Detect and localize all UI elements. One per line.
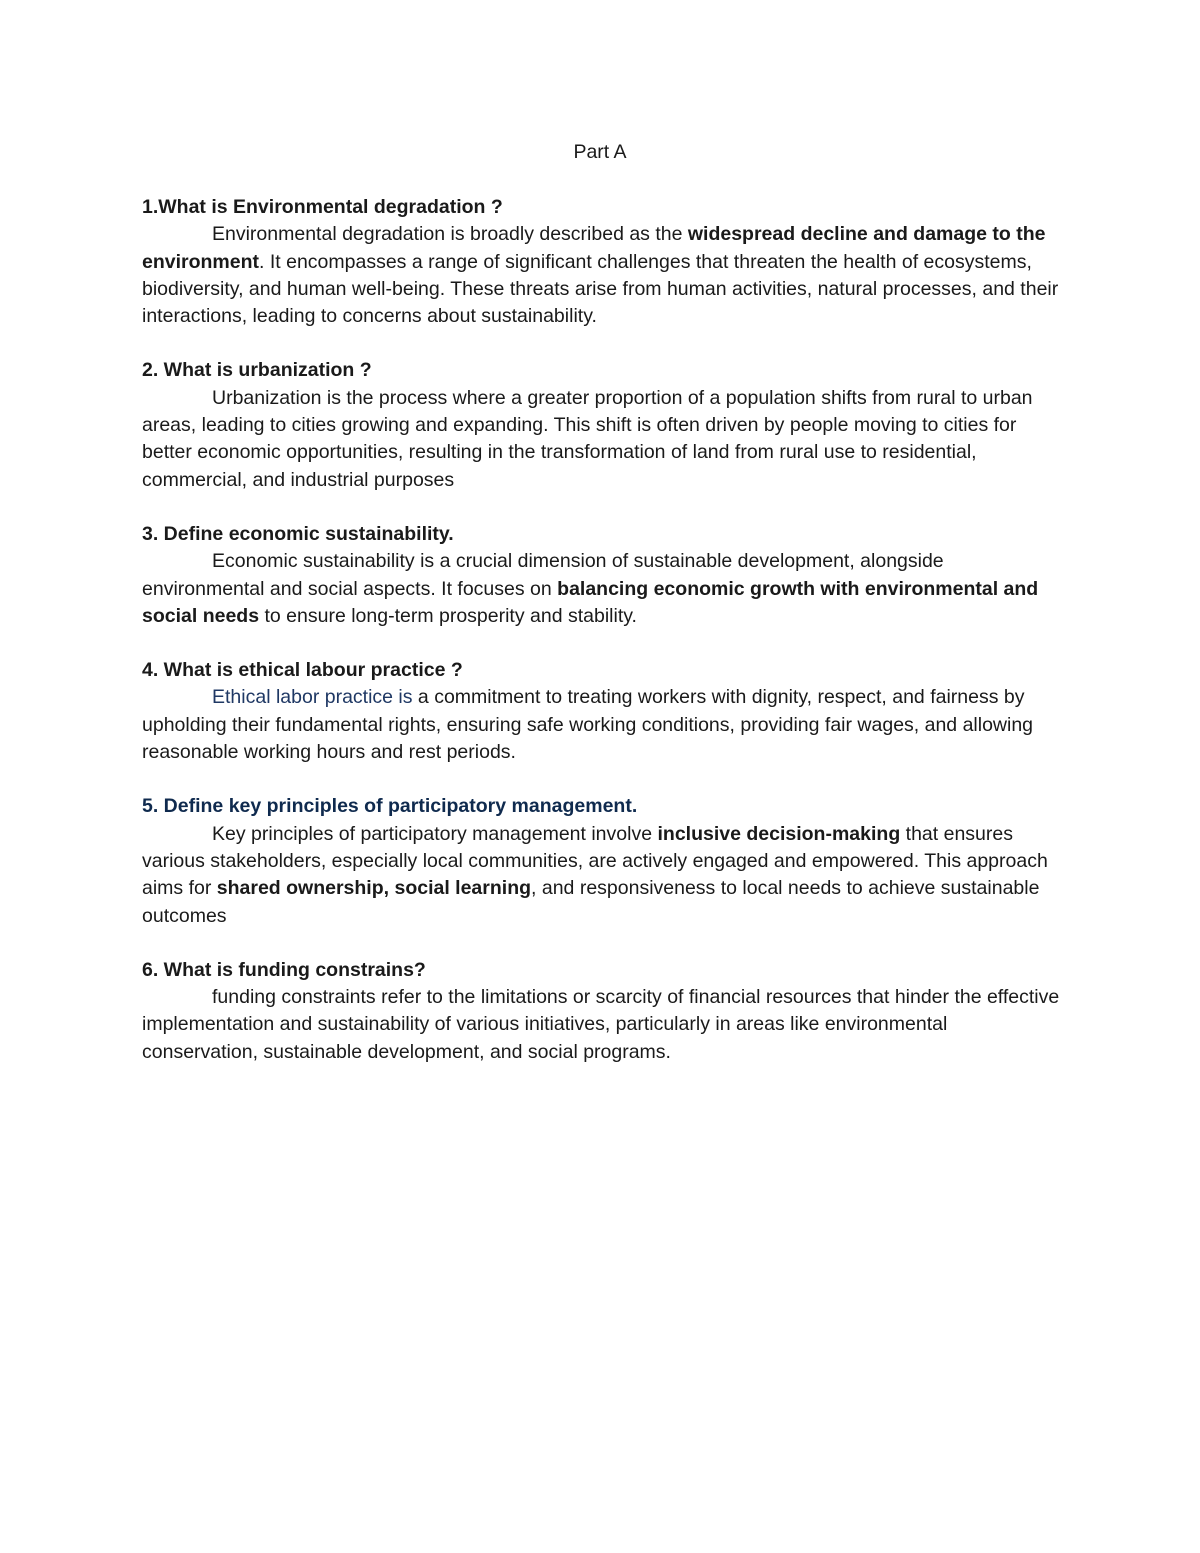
answer-1-part-1: Environmental degradation is broadly described as the <box>212 223 688 246</box>
answer-5-part-1: Key principles of participatory management involve <box>212 822 658 845</box>
answer-5-part-4: shared ownership, social learning <box>216 877 532 900</box>
answer-6-part-1: funding constraints refer to the limitations or scarcity of financial resources that hinder the effective implementation and sustainability of various initiatives, particularly in areas like environmental conservation, sustainable development, and social programs. <box>142 986 1060 1063</box>
answer-1 <box>142 221 1064 330</box>
answer-6 <box>142 984 1064 1066</box>
answer-4-part-2: a commitment to treating workers with dignity, respect, and fairness by upholding their fundamental rights, ensuring safe working conditions, providing fair wages, and allowing reasonable working hours and rest periods. <box>142 686 1034 764</box>
qa-item-1 <box>142 194 1064 330</box>
qa-item-6 <box>142 957 1064 1066</box>
answer-2-part-1: Urbanization is the process where a greater proportion of a population shifts from rural to urban areas, leading to cities growing and expanding. This shift is often driven by people moving to cities for better economic opportunities, resulting in the transformation of land from rural use to residential, commercial, and industrial purposes <box>142 386 1033 491</box>
answer-5 <box>142 821 1064 930</box>
answer-4-part-1: Ethical labor practice is <box>212 686 413 709</box>
document-page <box>142 139 1064 1093</box>
answer-3-part-1: Economic sustainability is a crucial dimension of sustainable development, alongside environmental and social aspects. It focuses on <box>142 550 944 600</box>
answer-5-part-5: , and responsiveness to local needs to achieve sustainable outcomes <box>142 877 1040 927</box>
answer-1-part-3: . It encompasses a range of significant challenges that threaten the health of ecosystems, biodiversity, and human well-being. These threats arise from human activities, natural processes, and their interactions, leading to concerns about sustainability. <box>142 250 1059 328</box>
answer-2 <box>142 385 1064 494</box>
qa-item-3 <box>142 521 1064 630</box>
qa-item-4 <box>142 657 1064 766</box>
page-title: Part A <box>573 141 627 163</box>
question-3: 3. Define economic sustainability. <box>142 522 454 545</box>
answer-1-part-2: widespread decline and damage to the environment <box>142 223 1046 273</box>
question-4: 4. What is ethical labour practice ? <box>142 659 463 682</box>
question-6: 6. What is funding constrains? <box>142 958 426 981</box>
answer-3-part-3: to ensure long-term prosperity and stability. <box>259 604 637 627</box>
question-1: 1.What is Environmental degradation ? <box>142 196 503 218</box>
answer-3 <box>142 548 1064 630</box>
qa-item-2 <box>142 357 1064 493</box>
answer-4 <box>142 684 1064 766</box>
answer-5-part-2: inclusive decision-making <box>657 822 901 845</box>
answer-3-part-2: balancing economic growth with environmental and social needs <box>142 577 1039 627</box>
question-5: 5. Define key principles of participatory management. <box>142 795 638 818</box>
qa-item-5 <box>142 793 1064 929</box>
answer-5-part-3: that ensures various stakeholders, especially local communities, are actively engaged and empowered. This approach aims for <box>142 822 1048 900</box>
question-2: 2. What is urbanization ? <box>142 359 372 382</box>
